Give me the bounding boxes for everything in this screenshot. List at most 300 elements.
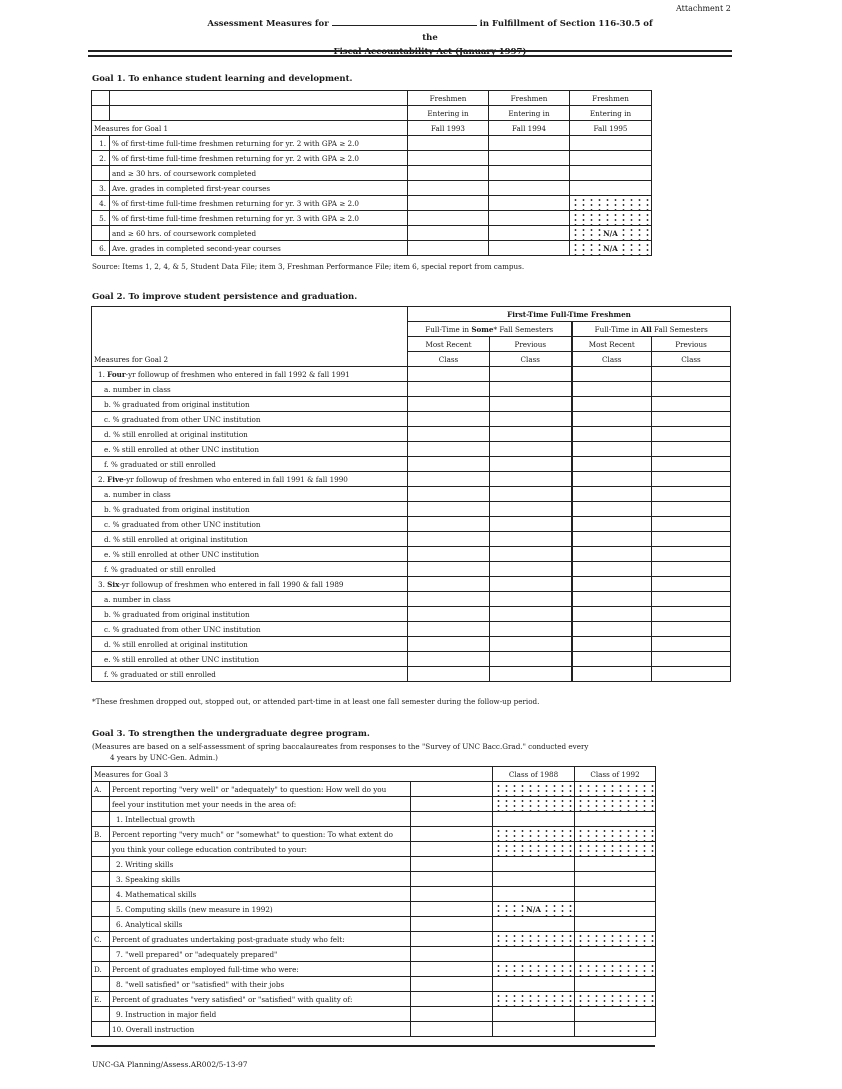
data-entry-cell[interactable] xyxy=(652,622,731,637)
blank-cell xyxy=(411,932,493,947)
data-entry-cell[interactable] xyxy=(490,652,572,667)
data-entry-cell[interactable] xyxy=(408,562,490,577)
data-entry-cell[interactable] xyxy=(489,181,570,196)
data-entry-cell[interactable] xyxy=(572,547,652,562)
table-row xyxy=(92,797,656,812)
goal1-column-header: Fall 1994 xyxy=(489,121,570,136)
data-entry-cell[interactable] xyxy=(652,532,731,547)
data-entry-cell[interactable] xyxy=(572,427,652,442)
blank-cell xyxy=(411,977,493,992)
data-entry-cell[interactable] xyxy=(408,181,489,196)
row-letter xyxy=(92,947,110,962)
table-row xyxy=(92,136,652,151)
data-entry-cell[interactable] xyxy=(490,517,572,532)
subitem-text: d. % still enrolled at original institution xyxy=(92,637,408,652)
goal1-column-header: Freshmen xyxy=(489,91,570,106)
table-row xyxy=(92,382,731,397)
measure-text: 8. "well satisfied" or "satisfied" with their jobs xyxy=(110,977,411,992)
footer-code: UNC-GA Planning/Assess.AR002/5-13-97 xyxy=(92,1060,248,1069)
goal3-column-header: Class of 1992 xyxy=(575,767,656,782)
data-entry-cell[interactable] xyxy=(408,577,490,592)
subitem-text: f. % graduated or still enrolled xyxy=(92,457,408,472)
data-entry-cell[interactable] xyxy=(652,667,731,682)
data-entry-cell[interactable] xyxy=(408,652,490,667)
data-entry-cell[interactable] xyxy=(408,427,490,442)
shaded-cell xyxy=(575,962,656,977)
data-entry-cell[interactable] xyxy=(408,547,490,562)
goal3-title: Goal 3. To strengthen the undergraduate degree program. xyxy=(92,729,370,739)
data-entry-cell[interactable] xyxy=(572,592,652,607)
data-entry-cell[interactable] xyxy=(408,487,490,502)
data-entry-cell[interactable] xyxy=(408,412,490,427)
measure-text: % of first-time full-time freshmen returning for yr. 2 with GPA ≥ 2.0 xyxy=(110,151,408,166)
measure-text: and ≥ 30 hrs. of coursework completed xyxy=(110,166,408,181)
measure-text: and ≥ 60 hrs. of coursework completed xyxy=(110,226,408,241)
document-title xyxy=(200,16,660,59)
goal2-footnote: *These freshmen dropped out, stopped out, or attended part-time in at least one fall semester during the follow-up period. xyxy=(92,697,540,706)
goal1-table xyxy=(91,90,652,256)
data-entry-cell[interactable] xyxy=(652,502,731,517)
data-entry-cell[interactable] xyxy=(490,637,572,652)
na-label: N/A xyxy=(526,904,541,914)
table-row xyxy=(92,517,731,532)
data-entry-cell[interactable] xyxy=(575,947,656,962)
goal3-note-line1: (Measures are based on a self-assessment of spring baccalaureates from responses to the "Survey of UNC Bacc.Grad." conducted every xyxy=(92,742,589,751)
measure-text: Percent of graduates undertaking post-graduate study who felt: xyxy=(110,932,411,947)
data-entry-cell[interactable] xyxy=(572,397,652,412)
goal2-column-header: Class xyxy=(490,352,572,367)
data-entry-cell[interactable] xyxy=(652,412,731,427)
data-entry-cell[interactable] xyxy=(575,1022,656,1037)
data-entry-cell[interactable] xyxy=(408,196,489,211)
goal1-column-header: Fall 1995 xyxy=(570,121,652,136)
goal2-column-header: Class xyxy=(572,352,652,367)
data-entry-cell[interactable] xyxy=(490,502,572,517)
data-entry-cell[interactable] xyxy=(572,487,652,502)
subitem-text: d. % still enrolled at original institution xyxy=(92,532,408,547)
data-entry-cell[interactable] xyxy=(489,241,570,256)
row-number: 1. xyxy=(92,136,110,151)
section-number: 2. xyxy=(98,474,105,484)
data-entry-cell[interactable] xyxy=(408,397,490,412)
data-entry-cell[interactable] xyxy=(575,872,656,887)
measure-text: Percent reporting "very well" or "adequately" to question: How well do you xyxy=(110,782,411,797)
data-entry-cell[interactable] xyxy=(575,812,656,827)
data-entry-cell[interactable] xyxy=(408,151,489,166)
header-blank xyxy=(110,91,408,106)
measure-text: 6. Analytical skills xyxy=(110,917,411,932)
section-number: 1. xyxy=(98,369,105,379)
data-entry-cell[interactable] xyxy=(490,577,572,592)
goal2-column-header: Most Recent xyxy=(572,337,652,352)
blank-cell xyxy=(411,782,493,797)
blank-cell xyxy=(411,1022,493,1037)
data-entry-cell[interactable] xyxy=(490,487,572,502)
data-entry-cell[interactable] xyxy=(490,547,572,562)
label-part: * Fall Semesters xyxy=(493,324,554,334)
data-entry-cell[interactable] xyxy=(652,607,731,622)
data-entry-cell[interactable] xyxy=(493,812,575,827)
data-entry-cell[interactable] xyxy=(408,517,490,532)
row-number: 6. xyxy=(92,241,110,256)
section-row xyxy=(92,472,731,487)
data-entry-cell[interactable] xyxy=(652,547,731,562)
goal1-title: Goal 1. To enhance student learning and development. xyxy=(92,74,353,84)
section-heading xyxy=(92,577,408,592)
data-entry-cell[interactable] xyxy=(490,667,572,682)
table-row xyxy=(92,947,656,962)
data-entry-cell[interactable] xyxy=(493,917,575,932)
data-entry-cell[interactable] xyxy=(572,532,652,547)
blank-cell xyxy=(411,812,493,827)
row-letter xyxy=(92,812,110,827)
shaded-cell xyxy=(493,962,575,977)
goal1-column-header: Freshmen xyxy=(408,91,489,106)
measure-text: Percent reporting "very much" or "somewhat" to question: To what extent do xyxy=(110,827,411,842)
data-entry-cell[interactable] xyxy=(493,947,575,962)
measure-text: Ave. grades in completed second-year courses xyxy=(110,241,408,256)
measure-text: Ave. grades in completed first-year courses xyxy=(110,181,408,196)
data-entry-cell[interactable] xyxy=(570,151,652,166)
subitem-text: c. % graduated from other UNC institution xyxy=(92,412,408,427)
goal1-header-row xyxy=(92,121,652,136)
data-entry-cell[interactable] xyxy=(572,637,652,652)
shaded-cell xyxy=(493,842,575,857)
row-letter: D. xyxy=(92,962,110,977)
data-entry-cell[interactable] xyxy=(572,412,652,427)
header-divider-top xyxy=(88,50,732,52)
goal1-header-row xyxy=(92,106,652,121)
data-entry-cell[interactable] xyxy=(490,442,572,457)
table-row xyxy=(92,842,656,857)
data-entry-cell[interactable] xyxy=(575,1007,656,1022)
table-row xyxy=(92,457,731,472)
row-number xyxy=(92,226,110,241)
section-span-bold: Five xyxy=(107,474,124,484)
goal1-column-header: Fall 1993 xyxy=(408,121,489,136)
data-entry-cell[interactable] xyxy=(575,917,656,932)
data-entry-cell[interactable] xyxy=(652,652,731,667)
blank-cell xyxy=(411,872,493,887)
table-row xyxy=(92,962,656,977)
measure-text: feel your institution met your needs in the area of: xyxy=(110,797,411,812)
subitem-text: c. % graduated from other UNC institution xyxy=(92,517,408,532)
data-entry-cell[interactable] xyxy=(408,166,489,181)
data-entry-cell[interactable] xyxy=(493,857,575,872)
data-entry-cell[interactable] xyxy=(572,367,652,382)
data-entry-cell[interactable] xyxy=(490,382,572,397)
data-entry-cell[interactable] xyxy=(575,902,656,917)
goal3-header-row xyxy=(92,767,656,782)
goal1-header-row xyxy=(92,91,652,106)
table-row xyxy=(92,782,656,797)
table-row xyxy=(92,592,731,607)
goal2-some-header xyxy=(408,322,572,337)
data-entry-cell[interactable] xyxy=(572,607,652,622)
measure-text: % of first-time full-time freshmen returning for yr. 3 with GPA ≥ 2.0 xyxy=(110,196,408,211)
data-entry-cell[interactable] xyxy=(489,211,570,226)
measure-text: 7. "well prepared" or "adequately prepared" xyxy=(110,947,411,962)
shaded-cell xyxy=(493,797,575,812)
data-entry-cell[interactable] xyxy=(493,1022,575,1037)
data-entry-cell[interactable] xyxy=(408,382,490,397)
shaded-cell xyxy=(575,842,656,857)
table-row xyxy=(92,607,731,622)
data-entry-cell[interactable] xyxy=(408,241,489,256)
measure-text: 2. Writing skills xyxy=(110,857,411,872)
measure-text: 4. Mathematical skills xyxy=(110,887,411,902)
table-row xyxy=(92,427,731,442)
table-row xyxy=(92,547,731,562)
blank-cell xyxy=(411,827,493,842)
row-number xyxy=(92,166,110,181)
label-part: Fall Semesters xyxy=(651,324,708,334)
table-row xyxy=(92,151,652,166)
data-entry-cell[interactable] xyxy=(490,472,572,487)
shaded-cell xyxy=(570,226,652,241)
measure-text: Percent of graduates "very satisfied" or "satisfied" with quality of: xyxy=(110,992,411,1007)
data-entry-cell[interactable] xyxy=(652,637,731,652)
section-row xyxy=(92,577,731,592)
data-entry-cell[interactable] xyxy=(572,652,652,667)
row-letter xyxy=(92,1007,110,1022)
table-row xyxy=(92,562,731,577)
data-entry-cell[interactable] xyxy=(652,472,731,487)
section-text: -yr followup of freshmen who entered in fall 1992 & fall 1991 xyxy=(125,369,350,379)
shaded-cell xyxy=(575,827,656,842)
data-entry-cell[interactable] xyxy=(575,887,656,902)
table-row xyxy=(92,166,652,181)
data-entry-cell[interactable] xyxy=(572,472,652,487)
blank-cell xyxy=(411,947,493,962)
subitem-text: a. number in class xyxy=(92,487,408,502)
data-entry-cell[interactable] xyxy=(570,136,652,151)
row-letter xyxy=(92,872,110,887)
row-letter xyxy=(92,917,110,932)
table-row xyxy=(92,487,731,502)
table-row xyxy=(92,1022,656,1037)
data-entry-cell[interactable] xyxy=(408,442,490,457)
row-letter: A. xyxy=(92,782,110,797)
blank-cell xyxy=(411,902,493,917)
row-number: 5. xyxy=(92,211,110,226)
row-letter: B. xyxy=(92,827,110,842)
shaded-cell xyxy=(493,827,575,842)
data-entry-cell[interactable] xyxy=(652,442,731,457)
subitem-text: a. number in class xyxy=(92,382,408,397)
data-entry-cell[interactable] xyxy=(489,151,570,166)
data-entry-cell[interactable] xyxy=(489,226,570,241)
data-entry-cell[interactable] xyxy=(490,457,572,472)
section-span-bold: Six xyxy=(107,579,120,589)
data-entry-cell[interactable] xyxy=(408,502,490,517)
table-row xyxy=(92,917,656,932)
data-entry-cell[interactable] xyxy=(490,562,572,577)
goal3-note-line2: 4 years by UNC-Gen. Admin.) xyxy=(110,753,218,762)
data-entry-cell[interactable] xyxy=(408,472,490,487)
data-entry-cell[interactable] xyxy=(408,457,490,472)
table-row xyxy=(92,1007,656,1022)
goal2-column-header: Class xyxy=(408,352,490,367)
data-entry-cell[interactable] xyxy=(408,622,490,637)
data-entry-cell[interactable] xyxy=(575,857,656,872)
data-entry-cell[interactable] xyxy=(408,607,490,622)
data-entry-cell[interactable] xyxy=(408,136,489,151)
data-entry-cell[interactable] xyxy=(408,667,490,682)
data-entry-cell[interactable] xyxy=(652,577,731,592)
data-entry-cell[interactable] xyxy=(489,166,570,181)
data-entry-cell[interactable] xyxy=(572,502,652,517)
table-row xyxy=(92,241,652,256)
row-letter: E. xyxy=(92,992,110,1007)
data-entry-cell[interactable] xyxy=(572,577,652,592)
subitem-text: a. number in class xyxy=(92,592,408,607)
measure-text: 1. Intellectual growth xyxy=(110,812,411,827)
table-row xyxy=(92,196,652,211)
table-row xyxy=(92,932,656,947)
header-blank xyxy=(110,106,408,121)
section-heading xyxy=(92,472,408,487)
data-entry-cell[interactable] xyxy=(408,637,490,652)
goal1-column-header: Entering in xyxy=(570,106,652,121)
data-entry-cell[interactable] xyxy=(493,872,575,887)
shaded-cell xyxy=(493,902,575,917)
shaded-cell xyxy=(570,241,652,256)
data-entry-cell[interactable] xyxy=(652,517,731,532)
goal2-column-header: Class xyxy=(652,352,731,367)
section-heading xyxy=(92,367,408,382)
data-entry-cell[interactable] xyxy=(490,412,572,427)
data-entry-cell[interactable] xyxy=(575,977,656,992)
row-letter xyxy=(92,842,110,857)
section-text: -yr followup of freshmen who entered in fall 1991 & fall 1990 xyxy=(123,474,348,484)
measure-text: % of first-time full-time freshmen returning for yr. 2 with GPA ≥ 2.0 xyxy=(110,136,408,151)
subitem-text: c. % graduated from other UNC institution xyxy=(92,622,408,637)
shaded-cell xyxy=(493,782,575,797)
data-entry-cell[interactable] xyxy=(652,382,731,397)
subitem-text: e. % still enrolled at other UNC institution xyxy=(92,547,408,562)
measure-text: Percent of graduates employed full-time who were: xyxy=(110,962,411,977)
data-entry-cell[interactable] xyxy=(490,532,572,547)
data-entry-cell[interactable] xyxy=(652,427,731,442)
table-row xyxy=(92,532,731,547)
subitem-text: f. % graduated or still enrolled xyxy=(92,562,408,577)
row-number: 4. xyxy=(92,196,110,211)
section-number: 3. xyxy=(98,579,105,589)
data-entry-cell[interactable] xyxy=(572,562,652,577)
blank-cell xyxy=(411,992,493,1007)
data-entry-cell[interactable] xyxy=(490,397,572,412)
measure-text: 9. Instruction in major field xyxy=(110,1007,411,1022)
subitem-text: d. % still enrolled at original institution xyxy=(92,427,408,442)
header-blank xyxy=(92,91,110,106)
data-entry-cell[interactable] xyxy=(489,136,570,151)
data-entry-cell[interactable] xyxy=(652,487,731,502)
goal1-measures-label: Measures for Goal 1 xyxy=(92,121,408,136)
data-entry-cell[interactable] xyxy=(572,517,652,532)
attachment-label: Attachment 2 xyxy=(676,4,731,13)
row-number: 2. xyxy=(92,151,110,166)
data-entry-cell[interactable] xyxy=(652,592,731,607)
data-entry-cell[interactable] xyxy=(572,622,652,637)
data-entry-cell[interactable] xyxy=(490,367,572,382)
shaded-cell xyxy=(575,992,656,1007)
blank-cell xyxy=(411,962,493,977)
data-entry-cell[interactable] xyxy=(652,562,731,577)
measure-text: % of first-time full-time freshmen returning for yr. 3 with GPA ≥ 2.0 xyxy=(110,211,408,226)
title-line2: Fiscal Accountability Act (January 1997) xyxy=(333,47,527,57)
table-row xyxy=(92,181,652,196)
data-entry-cell[interactable] xyxy=(408,592,490,607)
section-text: -yr followup of freshmen who entered in fall 1990 & fall 1989 xyxy=(119,579,344,589)
data-entry-cell[interactable] xyxy=(490,607,572,622)
data-entry-cell[interactable] xyxy=(408,226,489,241)
goal1-column-header: Entering in xyxy=(489,106,570,121)
label-part: Full-Time in xyxy=(425,324,472,334)
goal2-column-header: Previous xyxy=(490,337,572,352)
data-entry-cell[interactable] xyxy=(493,1007,575,1022)
data-entry-cell[interactable] xyxy=(652,367,731,382)
data-entry-cell[interactable] xyxy=(490,622,572,637)
institution-blank xyxy=(332,16,477,26)
data-entry-cell[interactable] xyxy=(572,457,652,472)
data-entry-cell[interactable] xyxy=(489,196,570,211)
data-entry-cell[interactable] xyxy=(493,977,575,992)
goal2-header-row xyxy=(92,307,731,322)
goal2-all-header xyxy=(572,322,731,337)
table-row xyxy=(92,211,652,226)
blank-cell xyxy=(411,857,493,872)
goal2-column-header: Most Recent xyxy=(408,337,490,352)
data-entry-cell[interactable] xyxy=(572,382,652,397)
data-entry-cell[interactable] xyxy=(572,667,652,682)
header-blank xyxy=(92,106,110,121)
data-entry-cell[interactable] xyxy=(408,532,490,547)
table-row xyxy=(92,397,731,412)
data-entry-cell[interactable] xyxy=(408,367,490,382)
measure-text: 10. Overall instruction xyxy=(110,1022,411,1037)
data-entry-cell[interactable] xyxy=(652,397,731,412)
row-letter: C. xyxy=(92,932,110,947)
data-entry-cell[interactable] xyxy=(570,166,652,181)
shaded-cell xyxy=(575,782,656,797)
goal2-table xyxy=(91,306,731,682)
label-bold: All xyxy=(640,324,652,334)
table-row xyxy=(92,992,656,1007)
data-entry-cell[interactable] xyxy=(570,181,652,196)
data-entry-cell[interactable] xyxy=(408,211,489,226)
shaded-cell xyxy=(575,797,656,812)
row-letter xyxy=(92,1022,110,1037)
subitem-text: f. % graduated or still enrolled xyxy=(92,667,408,682)
row-number: 3. xyxy=(92,181,110,196)
subitem-text: b. % graduated from original institution xyxy=(92,397,408,412)
data-entry-cell[interactable] xyxy=(493,887,575,902)
row-letter xyxy=(92,902,110,917)
goal3-measures-label: Measures for Goal 3 xyxy=(92,767,493,782)
data-entry-cell[interactable] xyxy=(652,457,731,472)
label-bold: Some xyxy=(471,324,494,334)
title-part1: Assessment Measures for xyxy=(207,19,329,29)
data-entry-cell[interactable] xyxy=(572,442,652,457)
shaded-cell xyxy=(493,932,575,947)
goal3-table xyxy=(91,766,656,1037)
na-label: N/A xyxy=(603,228,618,238)
data-entry-cell[interactable] xyxy=(490,592,572,607)
data-entry-cell[interactable] xyxy=(490,427,572,442)
shaded-cell xyxy=(493,992,575,1007)
row-letter xyxy=(92,887,110,902)
